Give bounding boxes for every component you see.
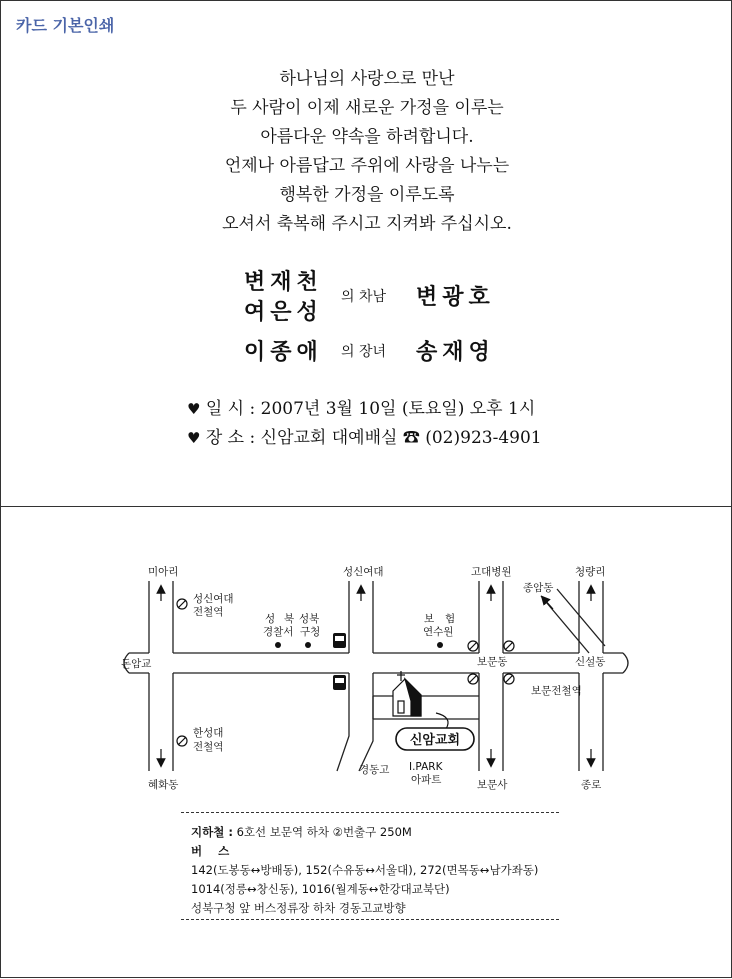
message-line: 두 사람이 이제 새로운 가정을 이루는 (230, 98, 504, 118)
label-hyehwadong: 혜화동 (148, 779, 179, 791)
bus-label: 버 스 (191, 844, 230, 858)
bus-stop-info: 성북구청 앞 버스정류장 하차 경동고교방향 (191, 901, 406, 915)
directions (191, 823, 538, 918)
bus-line: 1014(정릉↔창신동), 1016(월계동↔한강대교북단) (191, 882, 450, 896)
groom-mother-name: 여은성 (244, 299, 323, 325)
phone-icon: ☎ (402, 428, 420, 448)
label-ipark-2: 아파트 (411, 774, 442, 786)
heart-icon: ♥ (187, 400, 201, 418)
groom-father-name: 변재천 (244, 269, 323, 295)
bride-parent-name: 이종애 (244, 339, 323, 365)
label-miari: 미아리 (148, 566, 179, 578)
directions-divider-top (181, 812, 559, 813)
church-block (373, 696, 479, 719)
police-marker (275, 642, 281, 648)
heart-icon: ♥ (187, 429, 201, 447)
label-police-2: 북 (284, 613, 295, 625)
datetime-text: 일 시 : 2007년 3월 10일 (토요일) 오후 1시 (205, 399, 536, 419)
directions-divider-bottom (181, 919, 559, 920)
church-name: 신암교회 (409, 733, 461, 748)
label-bomunsa: 보문사 (477, 779, 508, 791)
label-cheongnyangni: 청량리 (575, 566, 606, 578)
bride-name: 송재영 (416, 339, 495, 365)
label-bomun-station: 보문전철역 (531, 685, 582, 697)
message-line: 오셔서 축복해 주시고 지켜봐 주십시오. (222, 214, 512, 234)
label-boheom-2: 험 (445, 613, 456, 625)
groom-name: 변광호 (416, 284, 495, 310)
message-line: 행복한 가정을 이루도록 (279, 185, 455, 205)
label-boheom-3: 연수원 (423, 626, 454, 638)
bride-relation: 의 장녀 (341, 344, 387, 360)
subway-label: 지하철 : (191, 825, 233, 839)
gu-office-marker (305, 642, 311, 648)
label-hansung-station-2: 전철역 (193, 741, 224, 753)
road-jongam (541, 589, 605, 653)
message-line: 언제나 아름답고 주위에 사랑을 나누는 (224, 156, 510, 176)
label-sungshin-station-2: 전철역 (193, 606, 224, 618)
label-hansung-station: 한성대 (193, 727, 224, 739)
label-gyeongdong-go: 경동고 (359, 764, 390, 776)
label-police-1: 성 (265, 613, 276, 625)
groom-relation: 의 차남 (341, 289, 387, 305)
label-bomundong: 보문동 (477, 656, 508, 668)
label-sinseoldong: 신설동 (575, 656, 606, 668)
place-text: 장 소 : 신암교회 대예배실 (205, 428, 398, 448)
phone-number: (02)923-4901 (425, 428, 542, 448)
church-icon (393, 671, 421, 716)
label-gu-office-1: 성북 (299, 613, 320, 625)
label-boheom-1: 보 (424, 613, 435, 625)
road-cheongnyangni (579, 581, 603, 771)
label-korea-hospital: 고대병원 (471, 566, 512, 578)
message-line: 아름다운 약속을 하려합니다. (260, 127, 474, 147)
card-title: 카드 기본인쇄 (16, 16, 115, 35)
bus-line: 142(도봉동↔방배동), 152(수유동↔서울대), 272(면목동↔남가좌동) (191, 863, 539, 877)
boheom-marker (437, 642, 443, 648)
label-jongamdong: 종암동 (523, 582, 554, 594)
subway-direction (191, 823, 538, 842)
bus-icon (333, 633, 346, 690)
road-miari (149, 581, 173, 771)
label-donamgyo: 돈암교 (121, 658, 152, 670)
label-sungshin-univ: 성신여대 (343, 566, 384, 578)
label-sungshin-station: 성신여대 (193, 593, 234, 605)
label-ipark-1: I.PARK (409, 761, 443, 773)
message-line: 하나님의 사랑으로 만난 (279, 69, 455, 89)
label-gu-office-2: 구청 (300, 626, 321, 638)
subway-text: 6호선 보문역 하차 ②번출구 250M (236, 825, 412, 839)
road-hospital (479, 581, 503, 771)
label-police-3: 경찰서 (263, 626, 294, 638)
label-jongno: 종로 (581, 779, 602, 791)
